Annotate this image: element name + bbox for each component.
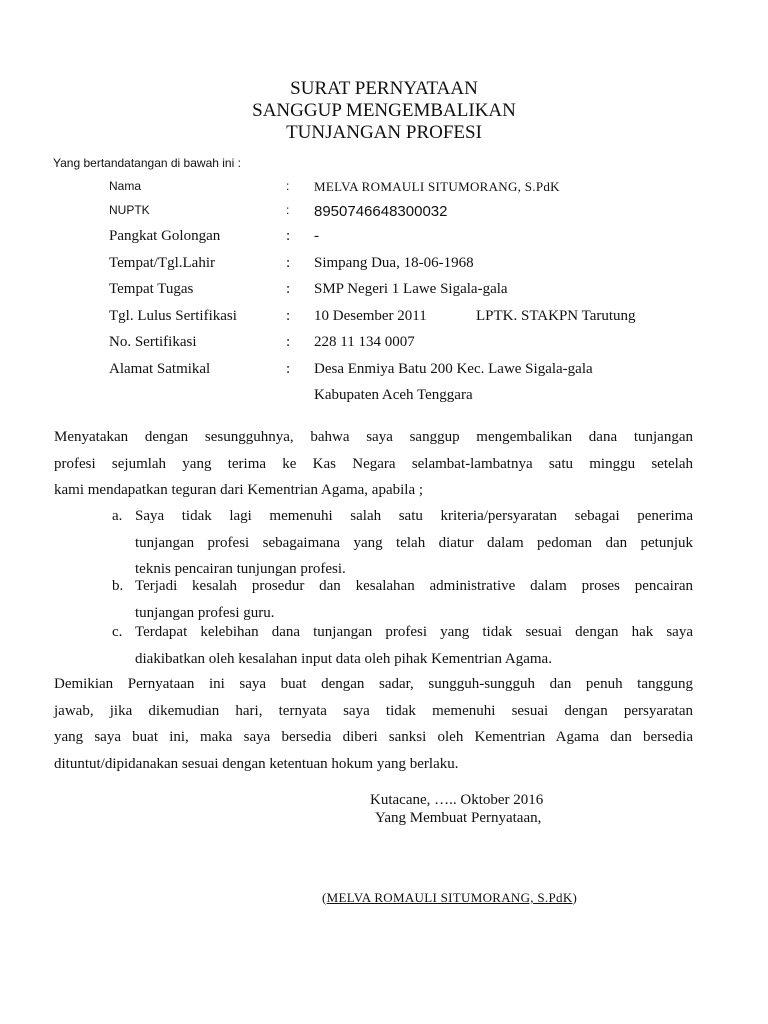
statement-line: Menyatakan dengan sesungguhnya, bahwa saya sanggup mengembalikan dana tunjangan: [54, 429, 693, 445]
statement-line: profesi sejumlah yang terima ke Kas Negara selambat-lambatnya satu minggu setelah: [54, 455, 693, 472]
closing-line: yang saya buat ini, maka saya bersedia diberi sanksi oleh Kementrian Agama dan bersedia: [54, 729, 693, 745]
field-colon: :: [286, 334, 291, 350]
field-colon: :: [286, 179, 290, 193]
list-item-line: tunjangan profesi sebagaimana yang telah diatur dalam pedoman dan petunjuk: [135, 534, 693, 551]
closing-line: jawab, jika dikemudian hari, ternyata saya tidak memenuhi sesuai dengan persyaratan: [54, 702, 693, 719]
field-value-pangkat: -: [314, 228, 319, 244]
closing-paragraph: [54, 671, 693, 777]
field-row-nama: [109, 179, 749, 201]
field-label-nuptk: NUPTK: [109, 203, 150, 217]
list-item-line: diakibatkan oleh kesalahan input data oleh pihak Kementrian Agama.: [135, 650, 552, 667]
field-row-ttl: [109, 255, 749, 277]
signatory-name: [322, 890, 577, 906]
document-title-line-3: TUNJANGAN PROFESI: [286, 122, 482, 143]
paren-open: (: [322, 890, 327, 905]
field-label-sertifikasi: No. Sertifikasi: [109, 334, 197, 350]
field-value-nuptk: 8950746648300032: [314, 203, 448, 220]
field-label-tugas: Tempat Tugas: [109, 281, 194, 297]
closing-line: Demikian Pernyataan ini saya buat dengan sadar, sungguh-sungguh dan penuh tanggung: [54, 676, 693, 692]
field-label-nama: Nama: [109, 179, 142, 193]
statement-line: kami mendapatkan teguran dari Kementrian Agama, apabila ;: [54, 482, 424, 498]
field-label-pangkat: Pangkat Golongan: [109, 228, 221, 244]
field-value-tugas: SMP Negeri 1 Lawe Sigala-gala: [314, 281, 508, 297]
field-value-sertifikasi: 228 11 134 0007: [314, 334, 415, 350]
paren-close: ): [572, 890, 578, 905]
field-colon: :: [286, 203, 290, 217]
intro-text: Yang bertandatangan di bawah ini :: [53, 156, 241, 170]
document-title-line-2: SANGGUP MENGEMBALIKAN: [252, 100, 516, 121]
field-value-ttl: Simpang Dua, 18-06-1968: [314, 255, 474, 271]
field-label-alamat: Alamat Satmikal: [109, 361, 211, 377]
field-value-alamat: Desa Enmiya Batu 200 Kec. Lawe Sigala-gala: [314, 361, 593, 377]
document-title-line-1: SURAT PERNYATAAN: [290, 78, 478, 99]
field-colon: :: [286, 255, 291, 271]
field-label-lulus: Tgl. Lulus Sertifikasi: [109, 308, 237, 324]
list-item-line: teknis pencairan tunjungan profesi.: [135, 561, 346, 577]
signature-place-date: Kutacane, ….. Oktober 2016: [370, 792, 544, 808]
list-item-line: Terjadi kesalah prosedur dan kesalahan administrative dalam proses pencairan: [135, 578, 693, 594]
signatory-name-text: MELVA ROMAULI SITUMORANG, S.PdK: [326, 890, 573, 905]
field-value-nama: MELVA ROMAULI SITUMORANG, S.PdK: [314, 179, 560, 194]
statement-paragraph: [54, 424, 693, 504]
field-colon: :: [286, 281, 291, 297]
field-row-sertifikasi: [109, 334, 749, 356]
field-row-pangkat: [109, 228, 749, 250]
list-marker: a.: [112, 508, 123, 524]
field-row-nuptk: [109, 203, 749, 225]
closing-line: dituntut/dipidanakan sesuai dengan ketentuan hokum yang berlaku.: [54, 755, 459, 772]
field-row-alamat: [109, 361, 749, 383]
field-colon: :: [286, 308, 291, 324]
list-marker: c.: [112, 624, 123, 640]
field-row-tugas: [109, 281, 749, 303]
list-item-line: Saya tidak lagi memenuhi salah satu kriteria/persyaratan sebagai penerima: [135, 508, 693, 524]
signature-role: Yang Membuat Pernyataan,: [375, 810, 542, 826]
field-row-lulus: [109, 308, 749, 330]
field-colon: :: [286, 228, 291, 244]
field-label-ttl: Tempat/Tgl.Lahir: [109, 255, 215, 271]
field-colon: :: [286, 361, 291, 377]
list-item-line: Terdapat kelebihan dana tunjangan profesi yang tidak sesuai dengan hak saya: [135, 624, 693, 640]
list-item-line: tunjangan profesi guru.: [135, 604, 275, 621]
field-value-lulus-lptk: LPTK. STAKPN Tarutung: [476, 308, 636, 324]
list-marker: b.: [112, 578, 124, 594]
field-value-lulus-date: 10 Desember 2011: [314, 308, 427, 324]
field-value-alamat-line-2: Kabupaten Aceh Tenggara: [314, 387, 473, 403]
field-row-alamat-continued: [109, 387, 749, 409]
